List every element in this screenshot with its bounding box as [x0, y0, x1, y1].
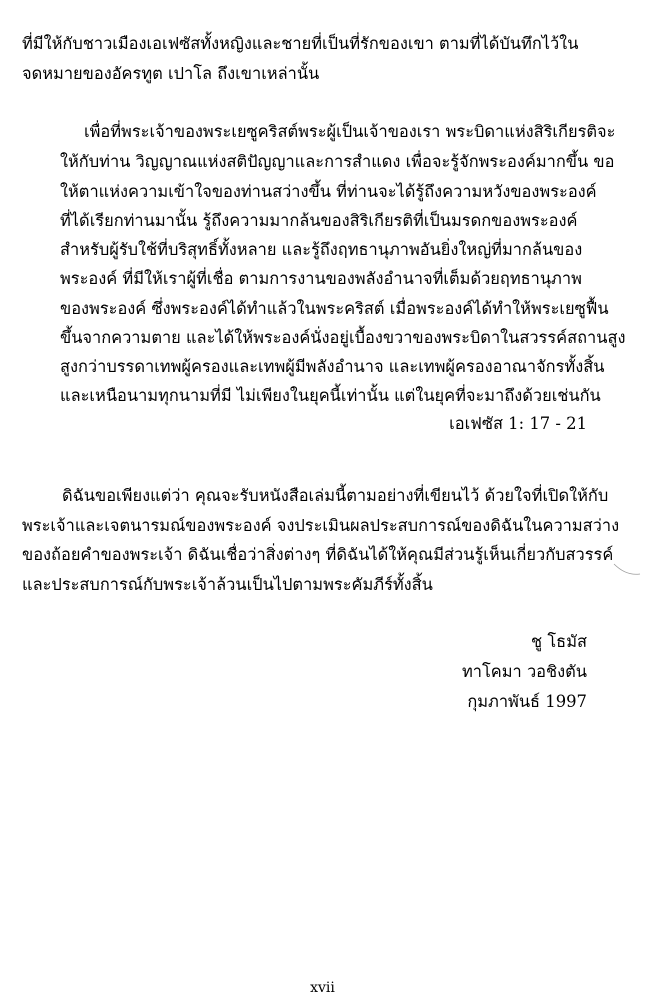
closing-line: และประสบการณ์กับพระเจ้าล้วนเป็นไปตามพระคัมภีร์ทั้งสิ้น: [22, 575, 433, 594]
closing-line: ดิฉันขอเพียงแต่ว่า คุณจะรับหนังสือเล่มนี้ตามอย่างที่เขียนไว้ ด้วยใจที่เปิดให้กับ: [62, 486, 609, 505]
signature-date: กุมภาพันธ์ 1997: [467, 692, 587, 711]
stray-pen-mark: [612, 560, 642, 578]
quote-line: ของพระองค์ ซึ่งพระองค์ได้ทำแล้วในพระคริสต์ เมื่อพระองค์ได้ทำให้พระเยซูฟื้น: [60, 299, 609, 318]
closing-line: ของถ้อยคำของพระเจ้า ดิฉันเชื่อว่าสิ่งต่างๆ ที่ดิฉันได้ให้คุณมีส่วนรู้เห็นเกี่ยวกับสวรรค์: [22, 545, 614, 564]
quote-line: พระองค์ ที่มีให้เราผู้ที่เชื่อ ตามการงานของพลังอำนาจที่เต็มด้วยฤทธานุภาพ: [60, 269, 582, 288]
intro-line: จดหมายของอัครทูต เปาโล ถึงเขาเหล่านั้น: [22, 64, 320, 83]
quote-line: ให้ตาแห่งความเข้าใจของท่านสว่างขึ้น ที่ท่านจะได้รู้ถึงความหวังของพระองค์: [60, 182, 597, 201]
quote-line: ที่ได้เรียกท่านมานั้น รู้ถึงความมากล้นของสิริเกียรติที่เป็นมรดกของพระองค์: [60, 211, 578, 230]
intro-line: ที่มีให้กับชาวเมืองเอเฟซัสทั้งหญิงและชายที่เป็นที่รักของเขา ตามที่ได้บันทึกไว้ใน: [22, 34, 579, 53]
author-location: ทาโคมา วอชิงตัน: [461, 662, 587, 681]
quote-line: และเหนือนามทุกนามที่มี ไม่เพียงในยุคนี้เท่านั้น แต่ในยุคที่จะมาถึงด้วยเช่นกัน: [60, 386, 601, 405]
quote-line: สูงกว่าบรรดาเทพผู้ครองและเทพผู้มีพลังอำนาจ และเทพผู้ครองอาณาจักรทั้งสิ้น: [60, 357, 605, 376]
scripture-reference: เอเฟซัส 1: 17 - 21: [449, 414, 587, 433]
quote-line: สำหรับผู้รับใช้ที่บริสุทธิ์ทั้งหลาย และรู้ถึงฤทธานุภาพอันยิ่งใหญ่ที่มากล้นของ: [60, 240, 583, 259]
quote-line: ให้กับท่าน วิญญาณแห่งสติปัญญาและการสำแดง เพื่อจะรู้จักพระองค์มากขึ้น ขอ: [60, 152, 615, 171]
quote-line: เพื่อที่พระเจ้าของพระเยซูคริสต์พระผู้เป็นเจ้าของเรา พระบิดาแห่งสิริเกียรติจะ: [84, 122, 616, 141]
quote-line: ขึ้นจากความตาย และได้ให้พระองค์นั่งอยู่เบื้องขวาของพระบิดาในสวรรค์สถานสูง: [60, 328, 626, 347]
closing-line: พระเจ้าและเจตนารมณ์ของพระองค์ จงประเมินผลประสบการณ์ของดิฉันในความสว่าง: [22, 516, 620, 535]
author-name: ชู โธมัส: [531, 632, 587, 651]
page-number: xvii: [310, 980, 335, 996]
